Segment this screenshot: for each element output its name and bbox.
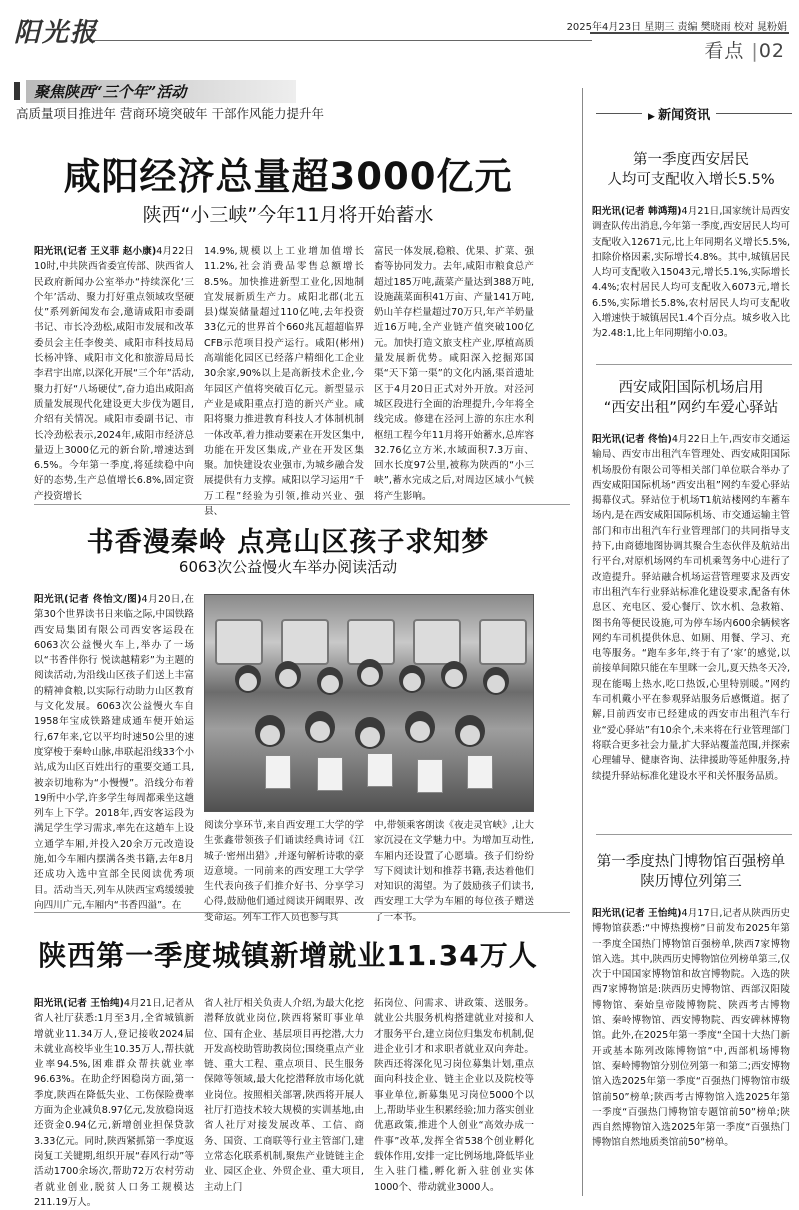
photo-book	[265, 755, 291, 789]
news-section-header	[596, 104, 792, 124]
newspaper-logo: 阳光报	[14, 18, 99, 48]
photo-child-face	[460, 725, 480, 745]
news-section-label: ▶ 新闻资讯	[642, 104, 716, 123]
article2-column-3: 中,带领乘客朗读《夜走灵官峡》,让大家沉浸在文学魅力中。为增加互动性,车厢内还设置了心愿墙。孩子们纷纷写下阅读计划和推荐书籍,表达着他们对知识的渴望。为了鼓励孩子们读书,西安理工大学为车厢的每位孩子赠送了一本书。	[374, 820, 534, 923]
photo-child-face	[445, 669, 463, 687]
photo-child-face	[403, 673, 421, 691]
brief3-headline-line1: 第一季度热门博物馆百强榜单	[596, 854, 786, 870]
article2-headline: 书香漫秦岭 点亮山区孩子求知梦	[86, 527, 490, 558]
photo-book	[317, 757, 343, 791]
section-name: 看点	[704, 40, 745, 62]
brief1-headline-line1: 第一季度西安居民	[633, 152, 749, 168]
photo-child-face	[487, 675, 505, 693]
topic-subtitle: 高质量项目推进年 营商环境突破年 干部作风能力提升年	[16, 106, 324, 121]
topic-banner	[14, 80, 344, 122]
photo-child-face	[260, 725, 280, 745]
article3-column-3: 拓岗位、问需求、讲政策、送服务。就业公共服务机构搭建就业对接和人才服务平台,建立岗位归集发布机制,促进企业引才和求职者就业双向奔赴。陕西还将深化见习岗位募集计划,重点面向科技企业、链主企业以及院校等事业单位,新募集见习岗位5000个以上,帮助毕业生积累经验;加力落实创业优惠政策,推进个人创业“高效办成一件事”改革,发挥全省538个创业孵化载体作用,安排一定比例场地,降低毕业生入驻门槛,孵化新入驻创业实体1000个、带动就业3000人。	[374, 998, 534, 1193]
topic-marker	[14, 82, 20, 100]
article3-column-1	[34, 996, 194, 1208]
page-number: 02	[758, 40, 785, 62]
brief3-body	[592, 906, 790, 1196]
article2-column-1	[34, 592, 194, 911]
photo-child-face	[321, 675, 339, 693]
photo-child-face	[361, 667, 379, 685]
brief2-body	[592, 432, 790, 812]
photo-train-window	[413, 619, 461, 665]
brief3-headline	[590, 852, 792, 892]
masthead-rule	[92, 40, 592, 41]
article2-body-1: 4月20日,在第30个世界读书日来临之际,中国铁路西安局集团有限公司西安客运段在6063次公益慢火车上,举办了一场以“书香伴你行 悦读越精彩”为主题的阅读活动,为沿线山区孩子们送上丰富的精神食粮,以实际行动助力山区教育与文化发展。6063次公益慢火车自1958年宝成铁路建成通车便开始运行,67年来,它以平均时速50公里的速度穿梭于秦岭山脉,串联起沿线33个小站,成为山区百姓出行的重要交通工具,被亲切地称为“小慢慢”。沿线分布着19所中小学,许多学生每周都乘坐这趟列车上下学。2018年,西安客运段为满足学生学习需求,率先在这趟车上设立通学车厢,并投入20余万元改造设施,如今车厢内摆满各类书籍,去年8月还成功入选中宣部全民阅读优秀项目。活动当天,列车从陕西宝鸡缓缓驶向四川广元,车厢内“书香四溢”。在	[34, 594, 194, 911]
article3-body-1: 4月21日,记者从省人社厅获悉:1月至3月,全省城镇新增就业11.34万人,登记接收2024届未就业高校毕业生10.35万人,帮扶就业率94.5%,困难群众帮扶就业率96.63%。在助企纾困稳岗方面,第一季度,陕西在降低失业、工伤保险费率方面为企业减负8.97亿元,发放稳岗返还资金0.94亿元,新增创业担保贷款3.33亿元。同时,陕西紧抓第一季度返岗复工关键期,组织开展“春风行动”等活动1700余场次,帮助72万农村劳动者就业创业,脱贫人口务工规模达211.19万人。	[34, 998, 194, 1208]
photo-child-face	[279, 669, 297, 687]
article1-headline: 咸阳经济总量超3000亿元	[63, 155, 513, 198]
article3-headline: 陕西第一季度城镇新增就业11.34万人	[38, 939, 538, 972]
brief3-text: 4月17日,记者从陕西历史博物馆获悉:“中博热搜榜”日前发布2025年第一季度全国热门博物馆百强榜单,陕西7家博物馆入选。其中,陕西历史博物馆位列榜单第三,仅次于中国国家博物馆和故宫博物院。入选的陕西7家博物馆是:陕西历史博物馆、西部汉阳陵博物馆、秦始皇帝陵博物院、陕西考古博物馆、秦岭博物馆、西安博物院、西安碑林博物馆。此外,在2025年第一季度“全国十大热门新开或基本陈列改陈博物馆”中,西部机场博物馆、秦岭博物馆分别位列第一和第二;西安博物馆入选2025年第一季度“百强热门博物馆市级馆前50”榜单;陕西考古博物馆入选2025年第一季度“百强热门博物馆专题馆前50”榜单;陕西自然博物馆入选2025年第一季度“百强热门博物馆自然地质类馆前50”榜单。	[592, 908, 790, 1149]
article2-byline: 阳光讯(记者 佟怡文/图)	[34, 594, 142, 605]
photo-train-window	[215, 619, 263, 665]
brief1-byline: 阳光讯(记者 韩鸿翔)	[592, 206, 682, 217]
article1-body-1: 4月22日10时,中共陕西省委宣传部、陕西省人民政府新闻办公室举办“持续深化‘三个年’活动、聚力打好重点领域攻坚硬仗”系列新闻发布会,邀请咸阳市委副书记、市长冷劲松,咸阳市发展和改革委员会主任李俊美、咸阳市科技局局长杨冲锋、咸阳市文化和旅游局局长李君宇出席,以深化开展“三个年”活动,聚力打好“八场硬仗”,奋力追出咸阳高质量发展现代化建设更大步伐为题目,介绍有关情况。咸阳市委副书记、市长冷劲松表示,2024年,咸阳市经济总量迈上3000亿元的新台阶,增速达到6.5%。今年第一季度,将延续稳中向好的态势,生产总值增长6.8%,固定资产投资增长	[34, 246, 195, 502]
article3-byline: 阳光讯(记者 王怡纯)	[34, 998, 124, 1009]
topic-title: 聚焦陕西“三个年”活动	[26, 80, 296, 103]
brief1-text: 4月21日,国家统计局西安调查队传出消息,今年第一季度,西安居民人均可支配收入12671元,比上年同期名义增长5.5%,扣除价格因素,实际增长4.8%。其中,城镇居民人均可支配收入15043元,增长5.1%,实际增长4.4%;农村居民人均可支配收入6073元,增长6.5%,实际增长5.8%,农村居民人均可支配收入增速快于城镇居民1.4个百分点。城乡收入比为2.48:1,比上年同期缩小0.03。	[592, 206, 790, 340]
article2-subheadline: 6063次公益慢火车举办阅读活动	[178, 558, 398, 576]
issue-info: 2025年4月23日 星期三 责编 樊晓雨 校对 晁粉娟	[566, 22, 787, 33]
article2-column-2: 阅读分享环节,来自西安理工大学的学生张鑫带领孩子们诵读经典诗词《江城子·密州出猎》,并逐句解析诗歌的豪迈意境。一同前来的西安理工大学学生代表向孩子们推介好书、分享学习心得,鼓励他们通过阅读开阔眼界、改变命运。列车工作人员也参与其	[204, 820, 364, 923]
photo-train-window	[479, 619, 527, 665]
brief-divider	[596, 834, 792, 835]
brief1-headline	[590, 150, 792, 190]
photo-child-face	[239, 673, 257, 691]
issue-rule	[590, 32, 789, 34]
brief-divider	[596, 364, 792, 365]
brief3-byline: 阳光讯(记者 王怡纯)	[592, 908, 682, 919]
article3-column-2: 省人社厅相关负责人介绍,为最大化挖潜释放就业岗位,陕西将紧盯事业单位、国有企业、基层项目再挖潜,大力开发高校助管助教岗位;围绕重点产业链、重大工程、重点项目、民生服务保障等领域,最大化挖潜释放市场化就业岗位。按照相关部署,陕西将开展人社厅打造技术较大规模的实训基地,由省人社厅对接发展改革、工信、商务、国资、工商联等行业主管部门,建立常态化联系机制,聚焦产业链链主企业、园区企业、外贸企业、重大项目,主动上门	[204, 998, 364, 1193]
brief1-headline-line2: 人均可支配收入增长5.5%	[607, 172, 775, 188]
photo-book	[467, 755, 493, 789]
article1-column-3: 富民一体发展,稳粮、优果、扩菜、强畜等协同发力。去年,咸阳市粮食总产超过185万吨,蔬菜产量达到388万吨,设施蔬菜面积41万亩、产量141万吨,奶山羊存栏量超过70万只,年产羊奶量近16万吨,全产业链产值突破100亿元。加快打造文旅支柱产业,厚植高质量发展新优势。咸阳深入挖掘郑国渠“天下第一渠”的文化内涵,渠首遗址区于4月20日正式对外开放。对泾河城区段进行全面的治理提升,今年将全线完成。修建在泾河上游的东庄水利枢纽工程今年11月将开始蓄水,总库容32.76亿立方米,水域面积7.3万亩、回水长度97公里,被称为陕西的“小三峡”,蓄水完成之后,对周边区域小气候将产生影响。	[374, 246, 534, 502]
page-tag-divider: |	[744, 40, 759, 62]
photo-book	[367, 753, 393, 787]
page-tag	[704, 36, 785, 63]
article-divider	[34, 504, 570, 505]
brief2-headline-line2: “西安出租”网约车爱心驿站	[603, 400, 779, 416]
article-divider	[34, 912, 570, 913]
photo-train-window	[281, 619, 329, 665]
brief1-body	[592, 204, 790, 358]
reading-activity-photo	[204, 594, 534, 812]
brief2-byline: 阳光讯(记者 佟怡)	[592, 434, 672, 445]
brief3-headline-line2: 陕历博位列第三	[640, 874, 742, 890]
article1-byline: 阳光讯(记者 王义菲 赵小康)	[34, 246, 157, 257]
article1-subheadline: 陕西“小三峡”今年11月将开始蓄水	[142, 204, 434, 226]
article1-column-2: 14.9%,规模以上工业增加值增长11.2%,社会消费品零售总额增长8.5%。加快推进新型工业化,因地制宜发展新质生产力。咸阳北郡(北五县)煤炭储量超过110亿吨,去年投资33亿元的世界首个660兆瓦超超临界CFB示范项目投产运行。咸阳(彬州)高端能化园区已经落户精细化工企业30余家,90%以上是高新技术企业,今年园区产值将突破百亿元。新型显示产业是咸阳重点打造的新兴产业。咸阳将聚力推进教育科技人才体制机制一体改革,着力推动要素在开发区集中,功能在开发区集成,产业在开发区集聚。加快建设农业强市,为城乡融合发展提供有力支撑。咸阳以学习运用“千万工程”经验为引领,推动兴业、强县、	[204, 246, 364, 518]
photo-child-face	[310, 721, 330, 741]
masthead	[0, 0, 799, 68]
photo-child-face	[410, 721, 430, 741]
photo-child-face	[360, 727, 380, 747]
photo-book	[417, 759, 443, 793]
article1-column-1	[34, 244, 195, 502]
column-divider	[582, 88, 583, 1196]
brief2-text: 4月22日上午,西安市交通运输局、西安市出租汽车管理处、西安咸阳国际机场股份有限公司等相关部门单位联合举办了西安咸阳国际机场“西安出租”网约车爱心驿站揭幕仪式。驿站位于机场T1航站楼网约车蓄车场内,是在西安咸阳国际机场、市交通运输主管部门和市出租汽车行业管理部门的共同指导支持下,由商德地图协调其聚合生态伙伴及航站出行平台,对原机场网约车司机乘驾务中心进行了改造提升。驿站融合机场运营管理要求及西安市出租汽车行业驿站标准化建设要求,配备有休息区、充电区、爱心餐厅、饮水机、急救箱、图书角等便民设施,可为停车场内600余辆候客网约车司机提供休息、如厕、用餐、学习、充电等服务。“跑车多年,终于有了‘家’的感觉,以前接单间隙只能在车里眯一会儿,夏天热冬天冷,现在能喝上热水,吃口热饭,心里特别暖。”网约车司机戴小平在参观驿站服务后感慨道。据了解,目前西安市已经建成的西安市出租汽车行业“爱心驿站”有10余个,未来将在行业管理部门将联合更多社会力量,扩大驿站覆盖范围,并探索心理辅导、健康咨询、法律援助等延伸服务,持续提升驿站标准化建设水平和关怀服务品质。	[592, 434, 790, 782]
brief2-headline	[590, 378, 792, 418]
brief2-headline-line1: 西安咸阳国际机场启用	[618, 380, 764, 396]
